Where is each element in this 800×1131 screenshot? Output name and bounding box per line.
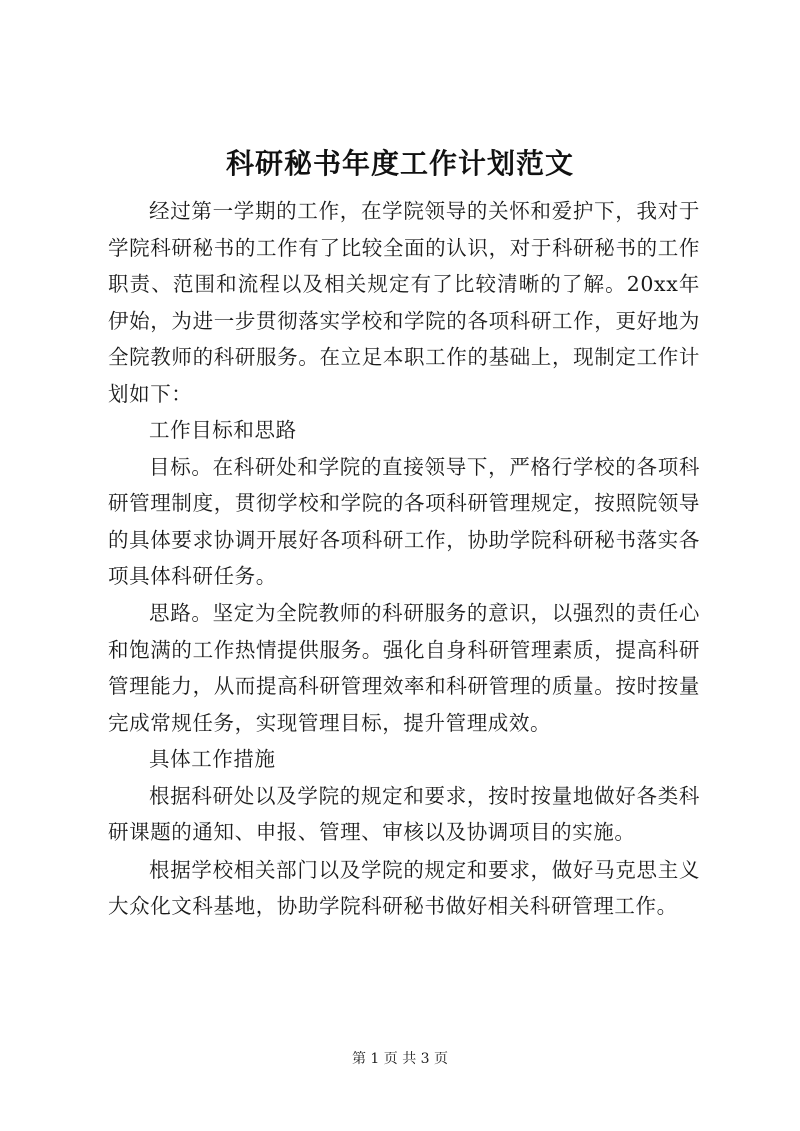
paragraph-approach: 思路。坚定为全院教师的科研服务的意识，以强烈的责任心和饱满的工作热情提供服务。强化自身科研管理素质，提高科研管理能力，从而提高科研管理效率和科研管理的质量。按时按量完成常规任务，实现管理目标，提升管理成效。 — [108, 601, 700, 735]
document-title: 科研秘书年度工作计划范文 — [225, 147, 574, 180]
section-heading-goals: 工作目标和思路 — [149, 418, 297, 442]
page-footer: 第 1 页 共 3 页 — [351, 1051, 449, 1067]
paragraph-goal: 目标。在科研处和学院的直接领导下，严格行学校的各项科研管理制度，贯彻学校和学院的各项科研管理规定，按照院领导的具体要求协调开展好各项科研工作，协助学院科研秘书落实各项具体科研任务。 — [108, 454, 700, 588]
section-heading-measures: 具体工作措施 — [149, 747, 276, 772]
paragraph-measure-2: 根据学校相关部门以及学院的规定和要求，做好马克思主义大众化文科基地，协助学院科研秘书做好相关科研管理工作。 — [108, 857, 700, 919]
document-body — [108, 193, 700, 925]
paragraph-intro: 经过第一学期的工作，在学院领导的关怀和爱护下，我对于学院科研秘书的工作有了比较全面的认识，对于科研秘书的工作职责、范围和流程以及相关规定有了比较清晰的了解。20xx年伊始，为进一步贯彻落实学校和学院的各项科研工作，更好地为全院教师的科研服务。在立足本职工作的基础上，现制定工作计划如下： — [108, 199, 700, 406]
paragraph-measure-1: 根据科研处以及学院的规定和要求，按时按量地做好各类科研课题的通知、申报、管理、审核以及协调项目的实施。 — [108, 783, 700, 845]
